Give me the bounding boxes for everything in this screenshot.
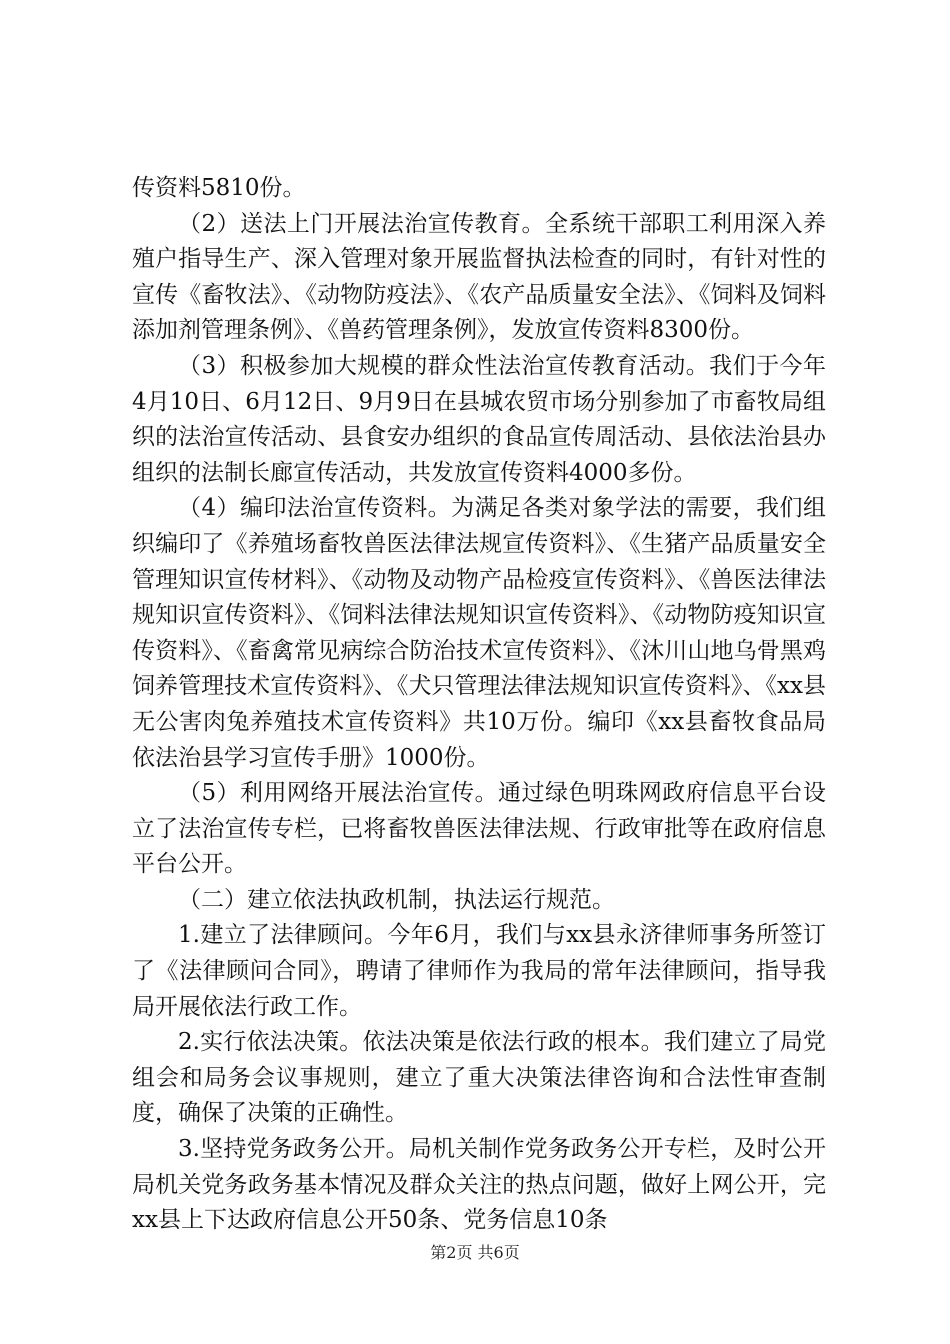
paragraph-4: （4）编印法治宣传资料。为满足各类对象学法的需要，我们组织编印了《养殖场畜牧兽医法律法规宣传资料》、《生猪产品质量安全管理知识宣传材料》、《动物及动物产品检疫宣传资料》、《兽医法律法规知识宣传资料》、《饲料法律法规知识宣传资料》、《动物防疫知识宣传资料》、《畜禽常见病综合防治技术宣传资料》、《沐川山地乌骨黑鸡饲养管理技术宣传资料》、《犬只管理法律法规知识宣传资料》、《xx县无公害肉兔养殖技术宣传资料》共10万份。编印《xx县畜牧食品局依法治县学习宣传手册》1000份。 [132,495,826,771]
paragraph-2: （2）送法上门开展法治宣传教育。全系统干部职工利用深入养殖户指导生产、深入管理对象开展监督执法检查的同时，有针对性的宣传《畜牧法》、《动物防疫法》、《农产品质量安全法》、《饲料及饲料添加剂管理条例》、《兽药管理条例》，发放宣传资料8300份。 [132,210,826,344]
paragraph-1: 传资料5810份。 [132,175,306,201]
paragraph-5: （5）利用网络开展法治宣传。通过绿色明珠网政府信息平台设立了法治宣传专栏，已将畜牧兽医法律法规、行政审批等在政府信息平台公开。 [132,780,826,878]
paragraph-9: 3.坚持党务政务公开。局机关制作党务政务公开专栏，及时公开局机关党务政务基本情况及群众关注的热点问题，做好上网公开，完xx县上下达政府信息公开50条、党务信息10条 [132,1136,826,1234]
document-body [132,171,826,1239]
section-heading: （二）建立依法执政机制，执法运行规范。 [178,886,615,913]
paragraph-3: （3）积极参加大规模的群众性法治宣传教育活动。我们于今年4月10日、6月12日、9月9日在县城农贸市场分别参加了市畜牧局组织的法治宣传活动、县食安办组织的食品宣传周活动、县依法治县办组织的法制长廊宣传活动，共发放宣传资料4000多份。 [132,352,826,486]
page-number-footer: 第2页 共6页 [430,1243,520,1262]
paragraph-7: 1.建立了法律顾问。今年6月，我们与xx县永济律师事务所签订了《法律顾问合同》，聘请了律师作为我局的常年法律顾问，指导我局开展依法行政工作。 [132,922,826,1020]
paragraph-8: 2.实行依法决策。依法决策是依法行政的根本。我们建立了局党组会和局务会议事规则，建立了重大决策法律咨询和合法性审查制度，确保了决策的正确性。 [132,1029,826,1127]
